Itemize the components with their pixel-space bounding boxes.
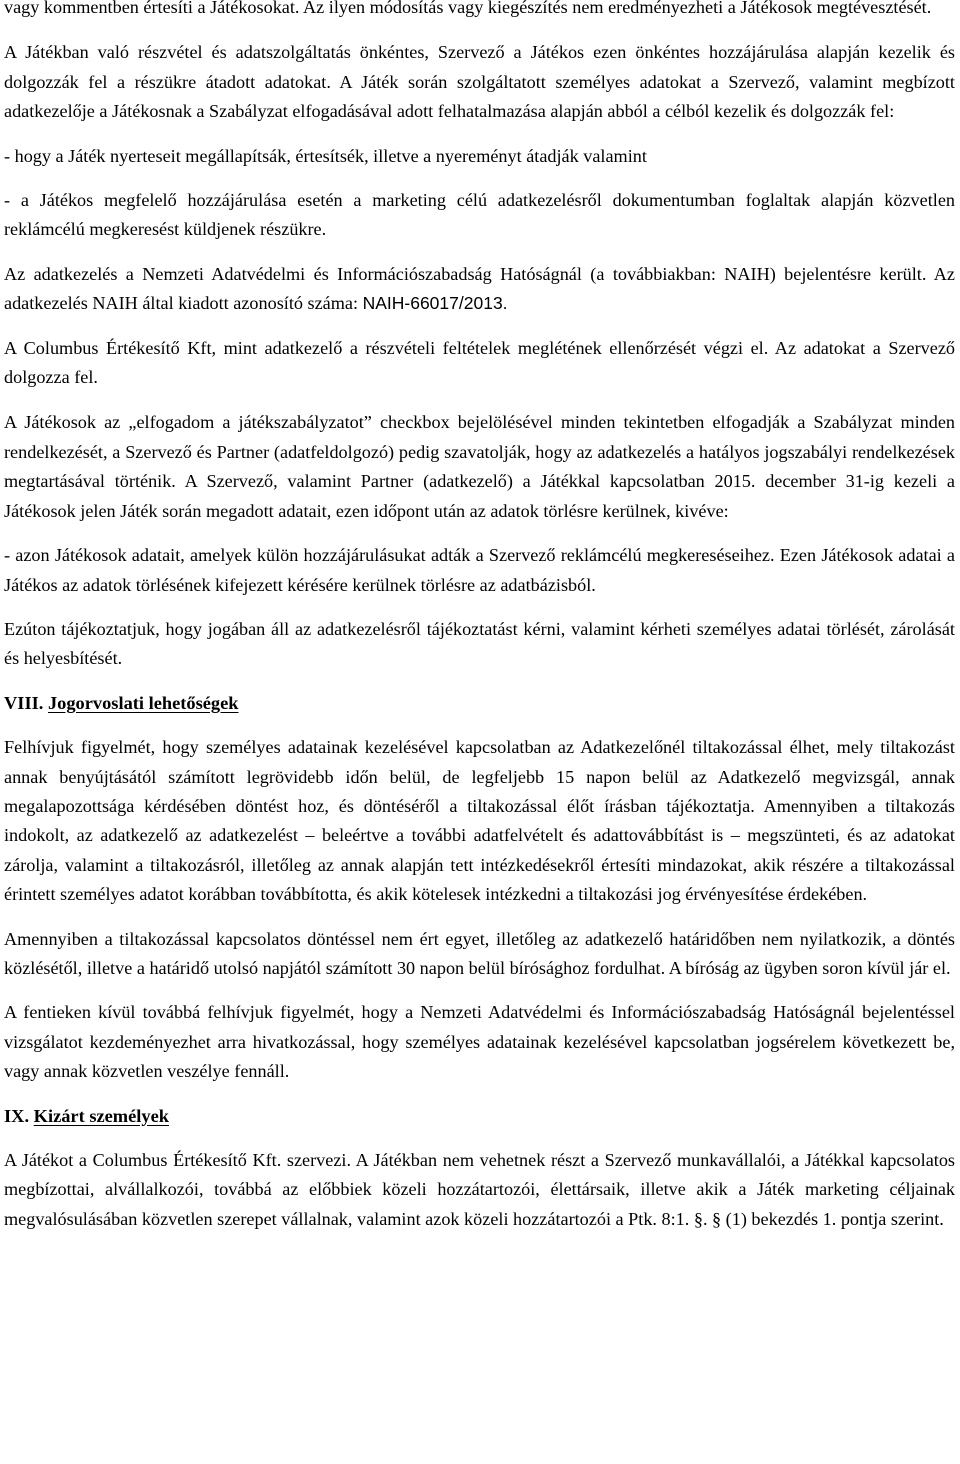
paragraph-intro-continuation: vagy kommentben értesíti a Játékosokat. Az ilyen módosítás vagy kiegészítés nem eredményezheti a Játékosok megtévesztését. — [4, 0, 932, 17]
paragraph-information-rights: Ezúton tájékoztatjuk, hogy jogában áll az adatkezelésről tájékoztatást kérni, valamint kérheti személyes adatai törlését, zárolását és helyesbítését. — [4, 618, 955, 669]
document-page — [4, 0, 955, 1234]
naih-registration-text: Az adatkezelés a Nemzeti Adatvédelmi és Információszabadság Hatóságnál (a továbbiakban: NAIH) bejelentésre került. Az adatkezelés NAIH által kiadott azonosító száma: — [4, 263, 955, 314]
section-heading-remedies — [4, 689, 955, 718]
paragraph-voluntary-participation: A Játékban való részvétel és adatszolgáltatás önkéntes, Szervező a Játékos ezen önkéntes hozzájárulása alapján kezelik és dolgozzák fel a részükre átadott adatokat. A Játék során szolgáltatott személyes adatokat a Szervező, valamint megbízott adatkezelője a Játékosnak a Szabályzat elfogadásával adott felhatalmazása alapján abból a célból kezelik és dolgozzák fel: — [4, 42, 955, 122]
paragraph-court: Amennyiben a tiltakozással kapcsolatos döntéssel nem ért egyet, illetőleg az adatkezelő határidőben nem nyilatkozik, a döntés közlésétől, illetve a határidő utolsó napjától számított 30 napon belül bírósághoz fordulhat. A bíróság az ügyben soron kívül jár el. — [4, 928, 955, 978]
section-number: IX. — [4, 1105, 30, 1126]
paragraph-rules-acceptance: A Játékosok az „elfogadom a játékszabályzatot” checkbox bejelölésével minden tekintetben elfogadják a Szabályzat minden rendelkezését, a Szervező és Partner (adatfeldolgozó) pedig szavatolják, hogy az adatkezelés a hatályos jogszabályi rendelkezések megtartásával történik. A Szervező, valamint Partner (adatkezelő) a Játékkal kapcsolatban 2015. december 31-ig kezeli a Játékosok jelen Játék során megadott adatait, ezen időpont után az adatok törlésre kerülnek, kivéve: — [4, 412, 955, 521]
paragraph-excluded-persons: A Játékot a Columbus Értékesítő Kft. szervezi. A Játékban nem vehetnek részt a Szervező munkavállalói, a Játékkal kapcsolatos megbízottai, alvállalkozói, továbbá az előbbiek közeli hozzátartozói, élettársaik, illetve akik a Játék marketing céljainak megvalósulásában közvetlen szerepet vállalnak, valamint azok közeli hozzátartozói a Ptk. 8:1. §. § (1) bekezdés 1. pontja szerint. — [4, 1150, 955, 1229]
list-item-marketing: - a Játékos megfelelő hozzájárulása esetén a marketing célú adatkezelésről dokumentumban foglaltak alapján közvetlen reklámcélú megkeresést küldjenek részükre. — [4, 190, 955, 240]
paragraph-naih-complaint: A fentieken kívül továbbá felhívjuk figyelmét, hogy a Nemzeti Adatvédelmi és Információszabadság Hatóságnál bejelentéssel vizsgálatot kezdeményezhet arra hivatkozással, hogy személyes adatainak kezelésével kapcsolatban jogsérelem következett be, vagy annak közvetlen veszélye fennáll. — [4, 1002, 955, 1082]
section-heading-excluded-persons — [4, 1102, 955, 1131]
naih-registration-code: NAIH-66017/2013. — [362, 293, 508, 314]
paragraph-data-controller: A Columbus Értékesítő Kft, mint adatkezelő a részvételi feltételek meglétének ellenőrzését végzi el. Az adatokat a Szervező dolgozza fel. — [4, 337, 955, 388]
list-item-winners: - hogy a Játék nyerteseit megállapítsák, értesítsék, illetve a nyereményt átadják valamint — [4, 145, 647, 166]
section-title: Jogorvoslati lehetőségek — [47, 692, 239, 713]
section-number: VIII. — [4, 692, 44, 713]
paragraph-naih-registration — [4, 260, 955, 319]
list-item-exception: - azon Játékosok adatait, amelyek külön hozzájárulásukat adták a Szervező reklámcélú megkereséseihez. Ezen Játékosok adatai a Játékos az adatok törlésének kifejezett kérésére kerülnek törlésre az adatbázisból. — [4, 545, 955, 595]
section-title: Kizárt személyek — [33, 1105, 169, 1126]
paragraph-objection: Felhívjuk figyelmét, hogy személyes adatainak kezelésével kapcsolatban az Adatkezelőnél tiltakozással élhet, mely tiltakozást annak benyújtásától számított legrövidebb időn belül, de legfeljebb 15 napon belül az Adatkezelő megvizsgál, annak megalapozottsága kérdésében döntést hoz, és döntéséről a tiltakozással élőt írásban tájékoztatja. Amennyiben a tiltakozás indokolt, az adatkezelő az adatkezelést – beleértve a további adatfelvételt és adattovábbítást is – megszünteti, és az adatokat zárolja, valamint a tiltakozásról, illetőleg az annak alapján tett intézkedésekről értesíti mindazokat, akik részére a tiltakozással érintett személyes adatot korábban továbbította, és akik kötelesek intézkedni a tiltakozási jog érvényesítése érdekében. — [4, 737, 955, 905]
